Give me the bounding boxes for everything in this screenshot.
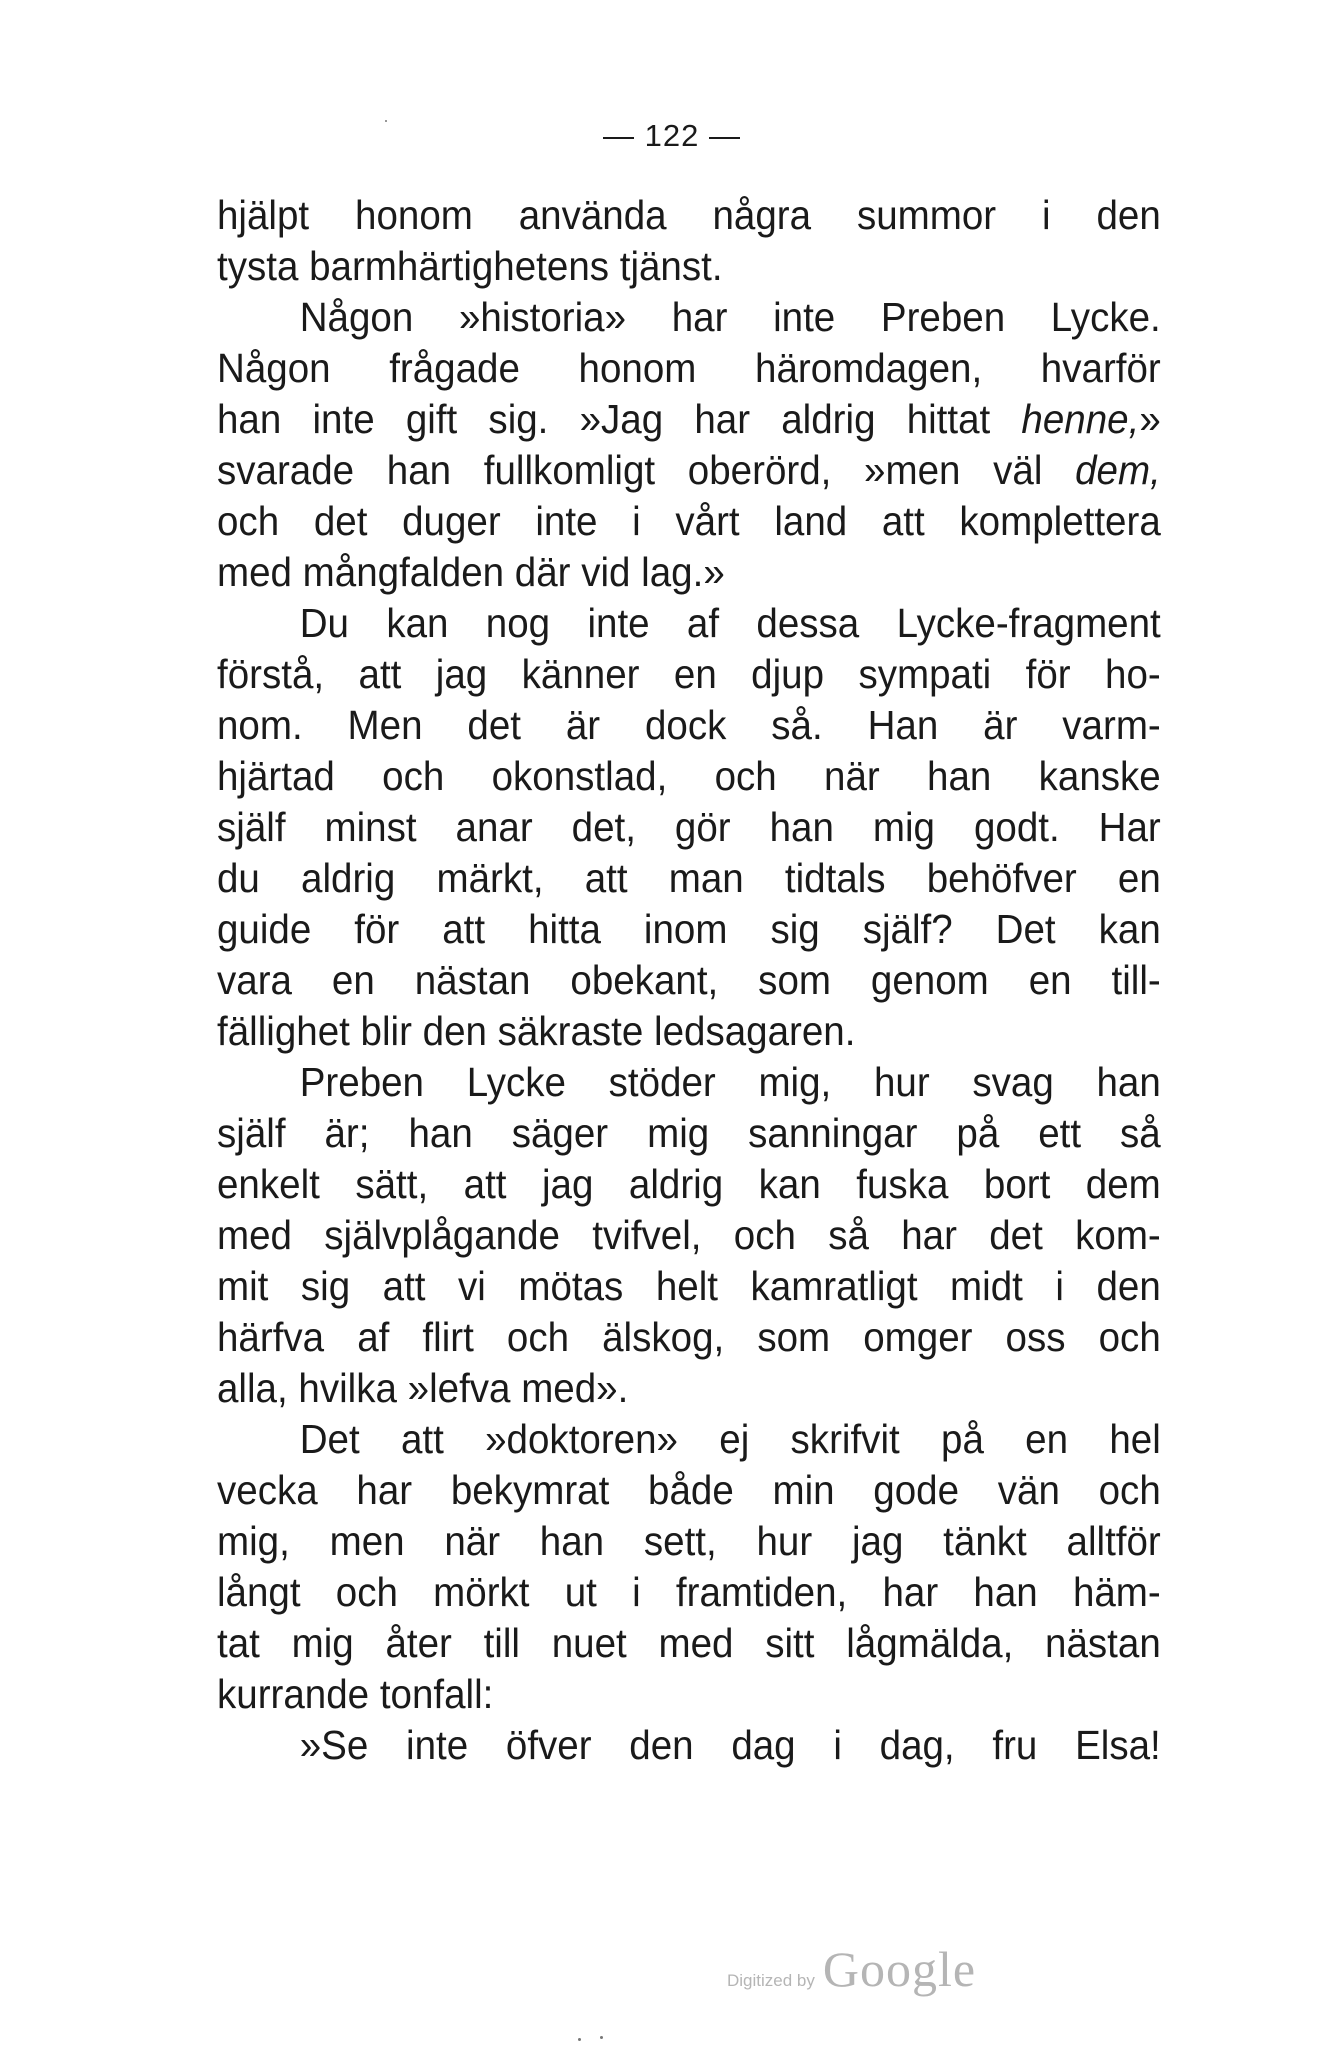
text-line-content: fällighet blir den säkraste ledsagaren. [217,1008,856,1054]
text-line-content: tat mig åter till nuet med sitt lågmälda, nästan [217,1620,1161,1666]
text-line [217,649,1161,700]
text-line-content: med mångfalden där vid lag.» [217,549,725,595]
text-line [217,700,1161,751]
text-line-content: svarade han fullkomligt oberörd, »men väl [217,447,1076,493]
text-line-content: enkelt sätt, att jag aldrig kan fuska bort dem [217,1161,1161,1207]
text-line [217,598,1161,649]
text-line [217,343,1161,394]
text-line [217,1414,1161,1465]
watermark-small-text: Digitized by [727,1971,815,1990]
text-line [217,1006,1161,1057]
text-line-content: guide för att hitta inom sig själf? Det kan [217,906,1161,952]
text-line-content: med självplågande tvifvel, och så har det kom- [217,1212,1161,1258]
text-line-content: hjärtad och okonstlad, och när han kanske [217,753,1161,799]
text-line [217,955,1161,1006]
text-line-content: och det duger inte i vårt land att komplettera [217,498,1161,544]
text-line [217,1720,1161,1771]
text-line [217,292,1161,343]
text-line-content: förstå, att jag känner en djup sympati för ho- [217,651,1161,697]
text-line-content: själf är; han säger mig sanningar på ett så [217,1110,1161,1156]
text-line-content: mit sig att vi mötas helt kamratligt midt i den [217,1263,1161,1309]
text-line-content: kurrande tonfall: [217,1671,494,1717]
text-line [217,1669,1161,1720]
text-line-content: tysta barmhärtighetens tjänst. [217,243,723,289]
text-line-content: själf minst anar det, gör han mig godt. Har [217,804,1161,850]
text-line-content: vecka har bekymrat både min gode vän och [217,1467,1161,1513]
text-line-content: härfva af flirt och älskog, som omger oss och [217,1314,1161,1360]
text-line [217,802,1161,853]
text-line [217,547,1161,598]
text-line-content: Någon frågade honom häromdagen, hvarför [217,345,1161,391]
text-line [217,904,1161,955]
text-line-content: han inte gift sig. »Jag har aldrig hittat [217,396,1022,442]
text-line [217,1159,1161,1210]
text-line [217,1516,1161,1567]
text-line [217,445,1161,496]
text-line-content: Du kan nog inte af dessa Lycke-fragment [299,600,1161,646]
text-line-content: du aldrig märkt, att man tidtals behöfver en [217,855,1161,901]
watermark-logo-text: Google [822,1941,977,1997]
text-line [217,1261,1161,1312]
text-line-content: Någon »historia» har inte Preben Lycke. [299,294,1161,340]
text-line [217,1210,1161,1261]
text-line [217,1618,1161,1669]
text-line-content: Preben Lycke stöder mig, hur svag han [299,1059,1161,1105]
text-line [217,1057,1161,1108]
text-line [217,1312,1161,1363]
italic-word: henne, [1021,396,1140,442]
text-line-tail: » [1139,396,1161,442]
text-line [217,1465,1161,1516]
scan-speck [600,2036,603,2039]
italic-word: dem, [1075,447,1161,493]
text-line-content: mig, men när han sett, hur jag tänkt alltför [217,1518,1161,1564]
page-number: — 122 — [603,118,741,153]
text-line [217,853,1161,904]
text-line-content: vara en nästan obekant, som genom en till- [217,957,1161,1003]
text-line-content: långt och mörkt ut i framtiden, har han häm- [217,1569,1161,1615]
text-line-content: nom. Men det är dock så. Han är varm- [217,702,1161,748]
text-line [217,1108,1161,1159]
text-line-content: hjälpt honom använda några summor i den [217,192,1161,238]
scan-speck [385,120,387,122]
text-line [217,241,1161,292]
text-line [217,751,1161,802]
digitized-watermark [727,1940,976,1998]
text-line-content: alla, hvilka »lefva med». [217,1365,629,1411]
scan-speck [578,2038,581,2041]
text-line [217,1567,1161,1618]
text-line-content: Det att »doktoren» ej skrifvit på en hel [299,1416,1161,1462]
text-line [217,496,1161,547]
text-line [217,190,1161,241]
body-text [217,190,1161,1771]
text-line [217,1363,1161,1414]
text-line [217,394,1161,445]
text-line-content: »Se inte öfver den dag i dag, fru Elsa! [299,1722,1161,1768]
